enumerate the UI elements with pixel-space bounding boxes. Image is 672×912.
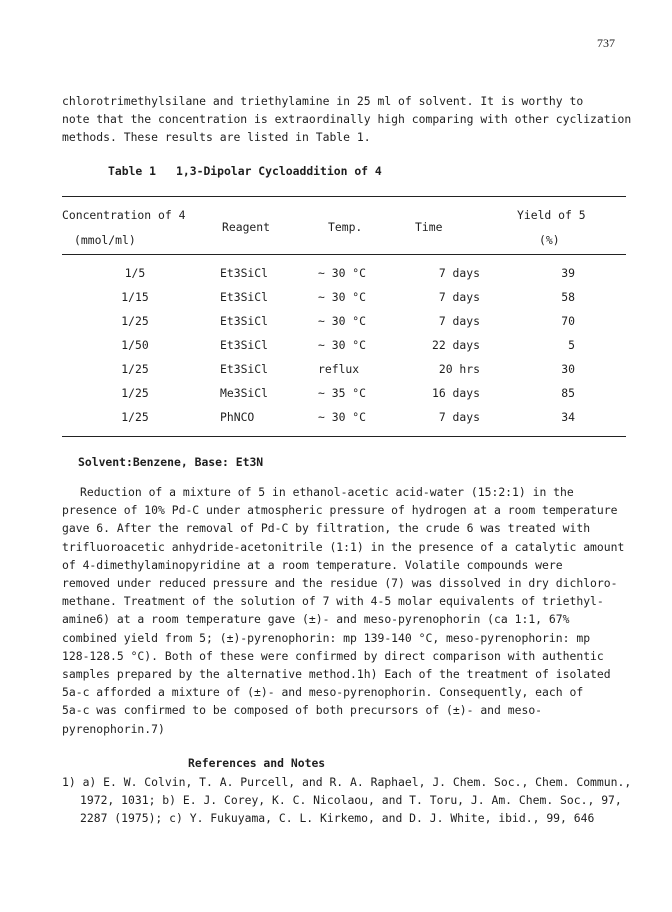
body-line: 5a-c afforded a mixture of (±)- and meso-pyrenophorin. Consequently, each of: [62, 685, 584, 700]
reference-line: 1972, 1031; b) E. J. Corey, K. C. Nicolaou, and T. Toru, J. Am. Chem. Soc., 97,: [80, 793, 622, 808]
cell-reagent: Et3SiCl: [220, 314, 269, 328]
header-temp: Temp.: [328, 220, 363, 234]
cell-temp: ~ 30 °C: [318, 290, 367, 304]
table-label: Table 1: [108, 164, 157, 178]
body-line: presence of 10% Pd-C under atmospheric pressure of hydrogen at a room temperature: [62, 503, 618, 518]
cell-yield: 58: [561, 290, 575, 304]
cell-reagent: Et3SiCl: [220, 338, 269, 352]
reference-line: 2287 (1975); c) Y. Fukuyama, C. L. Kirkemo, and D. J. White, ibid., 99, 646: [80, 811, 595, 826]
body-line: methane. Treatment of the solution of 7 with 4-5 molar equivalents of triethyl-: [62, 594, 604, 609]
cell-concentration: 1/25: [121, 386, 149, 400]
cell-time: 7 days: [438, 410, 480, 424]
header-yield-unit: (%): [539, 233, 560, 247]
body-line: 5a-c was confirmed to be composed of both precursors of (±)- and meso-: [62, 703, 543, 718]
body-line: samples prepared by the alternative method.1h) Each of the treatment of isolated: [62, 667, 611, 682]
body-paragraph: [62, 483, 640, 738]
body-line: amine6) at a room temperature gave (±)- and meso-pyrenophorin (ca 1:1, 67%: [62, 612, 570, 627]
cell-concentration: 1/5: [124, 266, 146, 280]
cell-temp: reflux: [318, 362, 360, 376]
cell-yield: 30: [561, 362, 575, 376]
table-footnote: Solvent:Benzene, Base: Et3N: [78, 455, 264, 469]
body-line: Reduction of a mixture of 5 in ethanol-acetic acid-water (15:2:1) in the: [80, 485, 574, 499]
table-header-rule: [62, 254, 626, 255]
cell-concentration: 1/25: [121, 362, 149, 376]
cell-temp: ~ 30 °C: [318, 410, 367, 424]
cell-time: 7 days: [438, 266, 480, 280]
body-line: of 4-dimethylaminopyridine at a room temperature. Volatile compounds were: [62, 557, 563, 572]
cell-time: 22 days: [431, 338, 480, 352]
cell-yield: 85: [561, 386, 575, 400]
cell-temp: ~ 30 °C: [318, 266, 367, 280]
body-line: gave 6. After the removal of Pd-C by filtration, the crude 6 was treated with: [62, 521, 591, 536]
table-caption: [108, 164, 382, 178]
cell-yield: 34: [561, 410, 575, 424]
cell-yield: 70: [561, 314, 575, 328]
intro-paragraph: [62, 92, 640, 147]
cell-concentration: 1/15: [121, 290, 149, 304]
header-time: Time: [415, 220, 443, 234]
cell-yield: 39: [561, 266, 575, 280]
cell-reagent: Me3SiCl: [220, 386, 269, 400]
header-concentration: Concentration of 4: [62, 208, 186, 222]
cell-yield: 5: [568, 338, 575, 352]
cell-time: 20 hrs: [438, 362, 480, 376]
reference-line: 1) a) E. W. Colvin, T. A. Purcell, and R. A. Raphael, J. Chem. Soc., Chem. Commun.,: [62, 775, 632, 789]
cell-concentration: 1/25: [121, 314, 149, 328]
header-reagent: Reagent: [222, 220, 271, 234]
cell-reagent: PhNCO: [220, 410, 255, 424]
page-number: 737: [597, 36, 615, 50]
body-line: trifluoroacetic anhydride-acetonitrile (1:1) in the presence of a catalytic amount: [62, 539, 625, 554]
references-list: [62, 773, 640, 828]
intro-line: methods. These results are listed in Table 1.: [62, 130, 371, 145]
cell-reagent: Et3SiCl: [220, 290, 269, 304]
table-top-rule: [62, 196, 626, 197]
cell-time: 7 days: [438, 290, 480, 304]
intro-line: note that the concentration is extraordinally high comparing with other cyclization: [62, 112, 632, 127]
body-line: removed under reduced pressure and the residue (7) was dissolved in dry dichloro-: [62, 576, 618, 591]
cell-time: 16 days: [431, 386, 480, 400]
cell-temp: ~ 30 °C: [318, 314, 367, 328]
cell-concentration: 1/50: [121, 338, 149, 352]
header-concentration-unit: (mmol/ml): [74, 233, 136, 247]
cell-temp: ~ 30 °C: [318, 338, 367, 352]
header-yield: Yield of 5: [517, 208, 586, 222]
cell-concentration: 1/25: [121, 410, 149, 424]
cell-reagent: Et3SiCl: [220, 362, 269, 376]
table-bottom-rule: [62, 436, 626, 437]
cell-temp: ~ 35 °C: [318, 386, 367, 400]
body-line: 128-128.5 °C). Both of these were confirmed by direct comparison with authentic: [62, 648, 604, 663]
table-title: 1,3-Dipolar Cycloaddition of 4: [176, 164, 382, 178]
intro-line: chlorotrimethylsilane and triethylamine in 25 ml of solvent. It is worthy to: [62, 94, 584, 108]
references-heading: References and Notes: [188, 756, 326, 770]
body-line: combined yield from 5; (±)-pyrenophorin: mp 139-140 °C, meso-pyrenophorin: mp: [62, 630, 591, 645]
cell-time: 7 days: [438, 314, 480, 328]
body-line: pyrenophorin.7): [62, 721, 165, 736]
cell-reagent: Et3SiCl: [220, 266, 269, 280]
